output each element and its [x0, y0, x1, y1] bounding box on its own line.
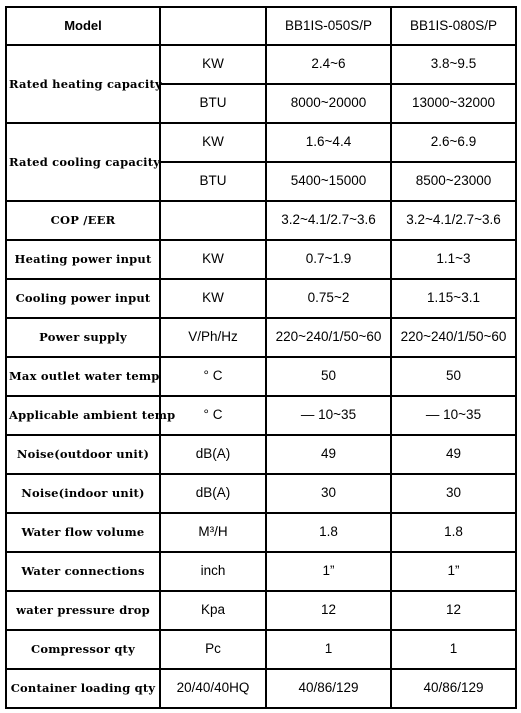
- table-row: [6, 630, 516, 669]
- table-row: [6, 240, 516, 279]
- model-b-header: BB1IS-080S/P: [391, 7, 516, 45]
- param-label-noise-indoor: Noise(indoor unit): [6, 474, 160, 513]
- param-label-compressor: Compressor qty: [6, 630, 160, 669]
- value-cell-a: 40/86/129: [266, 669, 391, 708]
- value-cell-a: 12: [266, 591, 391, 630]
- value-cell-a: — 10~35: [266, 396, 391, 435]
- param-label-water-connections: Water connections: [6, 552, 160, 591]
- table-row: [6, 435, 516, 474]
- unit-cell: BTU: [160, 84, 266, 123]
- unit-cell: KW: [160, 279, 266, 318]
- param-label-noise-outdoor: Noise(outdoor unit): [6, 435, 160, 474]
- value-cell-b: 1: [391, 630, 516, 669]
- param-label-water-flow: Water flow volume: [6, 513, 160, 552]
- value-cell-a: 1.8: [266, 513, 391, 552]
- value-cell-a: 2.4~6: [266, 45, 391, 84]
- unit-cell: KW: [160, 240, 266, 279]
- value-cell-b: 8500~23000: [391, 162, 516, 201]
- unit-cell: dB(A): [160, 474, 266, 513]
- unit-header: [160, 7, 266, 45]
- param-label-cooling-power: Cooling power input: [6, 279, 160, 318]
- table-row: [6, 357, 516, 396]
- unit-cell: KW: [160, 45, 266, 84]
- unit-cell: KW: [160, 123, 266, 162]
- unit-cell: V/Ph/Hz: [160, 318, 266, 357]
- table-row: [6, 318, 516, 357]
- unit-cell: Pc: [160, 630, 266, 669]
- value-cell-b: 49: [391, 435, 516, 474]
- value-cell-b: 40/86/129: [391, 669, 516, 708]
- table-row: [6, 45, 516, 84]
- table-row: [6, 513, 516, 552]
- spec-table: [5, 6, 517, 709]
- param-label-heating-power: Heating power input: [6, 240, 160, 279]
- table-row: [6, 552, 516, 591]
- value-cell-b: 1.15~3.1: [391, 279, 516, 318]
- unit-cell: dB(A): [160, 435, 266, 474]
- param-label-power-supply: Power supply: [6, 318, 160, 357]
- unit-cell: Kpa: [160, 591, 266, 630]
- unit-cell: BTU: [160, 162, 266, 201]
- table-row: [6, 396, 516, 435]
- value-cell-b: 3.8~9.5: [391, 45, 516, 84]
- value-cell-b: 30: [391, 474, 516, 513]
- value-cell-a: 8000~20000: [266, 84, 391, 123]
- value-cell-a: 1: [266, 630, 391, 669]
- unit-cell: ° C: [160, 396, 266, 435]
- value-cell-b: 12: [391, 591, 516, 630]
- header-row: [6, 7, 516, 45]
- value-cell-a: 1”: [266, 552, 391, 591]
- table-row: [6, 279, 516, 318]
- value-cell-a: 30: [266, 474, 391, 513]
- value-cell-a: 1.6~4.4: [266, 123, 391, 162]
- value-cell-a: 220~240/1/50~60: [266, 318, 391, 357]
- value-cell-a: 50: [266, 357, 391, 396]
- param-label-cooling-capacity: Rated cooling capacity: [6, 123, 160, 201]
- value-cell-b: 1.8: [391, 513, 516, 552]
- table-row: [6, 669, 516, 708]
- value-cell-a: 0.75~2: [266, 279, 391, 318]
- unit-cell: ° C: [160, 357, 266, 396]
- value-cell-a: 5400~15000: [266, 162, 391, 201]
- value-cell-b: 13000~32000: [391, 84, 516, 123]
- value-cell-a: 3.2~4.1/2.7~3.6: [266, 201, 391, 240]
- value-cell-b: 1.1~3: [391, 240, 516, 279]
- param-label-ambient: Applicable ambient temp: [6, 396, 160, 435]
- unit-cell: [160, 201, 266, 240]
- value-cell-b: — 10~35: [391, 396, 516, 435]
- value-cell-a: 0.7~1.9: [266, 240, 391, 279]
- table-row: [6, 201, 516, 240]
- param-label-container: Container loading qty: [6, 669, 160, 708]
- model-a-header: BB1IS-050S/P: [266, 7, 391, 45]
- value-cell-b: 50: [391, 357, 516, 396]
- param-label-heating-capacity: Rated heating capacity: [6, 45, 160, 123]
- unit-cell: M³/H: [160, 513, 266, 552]
- model-header: Model: [6, 7, 160, 45]
- table-row: [6, 591, 516, 630]
- param-label-cop-eer: COP /EER: [6, 201, 160, 240]
- value-cell-a: 49: [266, 435, 391, 474]
- value-cell-b: 3.2~4.1/2.7~3.6: [391, 201, 516, 240]
- unit-cell: inch: [160, 552, 266, 591]
- unit-cell: 20/40/40HQ: [160, 669, 266, 708]
- table-row: [6, 123, 516, 162]
- value-cell-b: 2.6~6.9: [391, 123, 516, 162]
- value-cell-b: 220~240/1/50~60: [391, 318, 516, 357]
- value-cell-b: 1”: [391, 552, 516, 591]
- param-label-max-outlet: Max outlet water temp: [6, 357, 160, 396]
- table-row: [6, 474, 516, 513]
- param-label-pressure-drop: water pressure drop: [6, 591, 160, 630]
